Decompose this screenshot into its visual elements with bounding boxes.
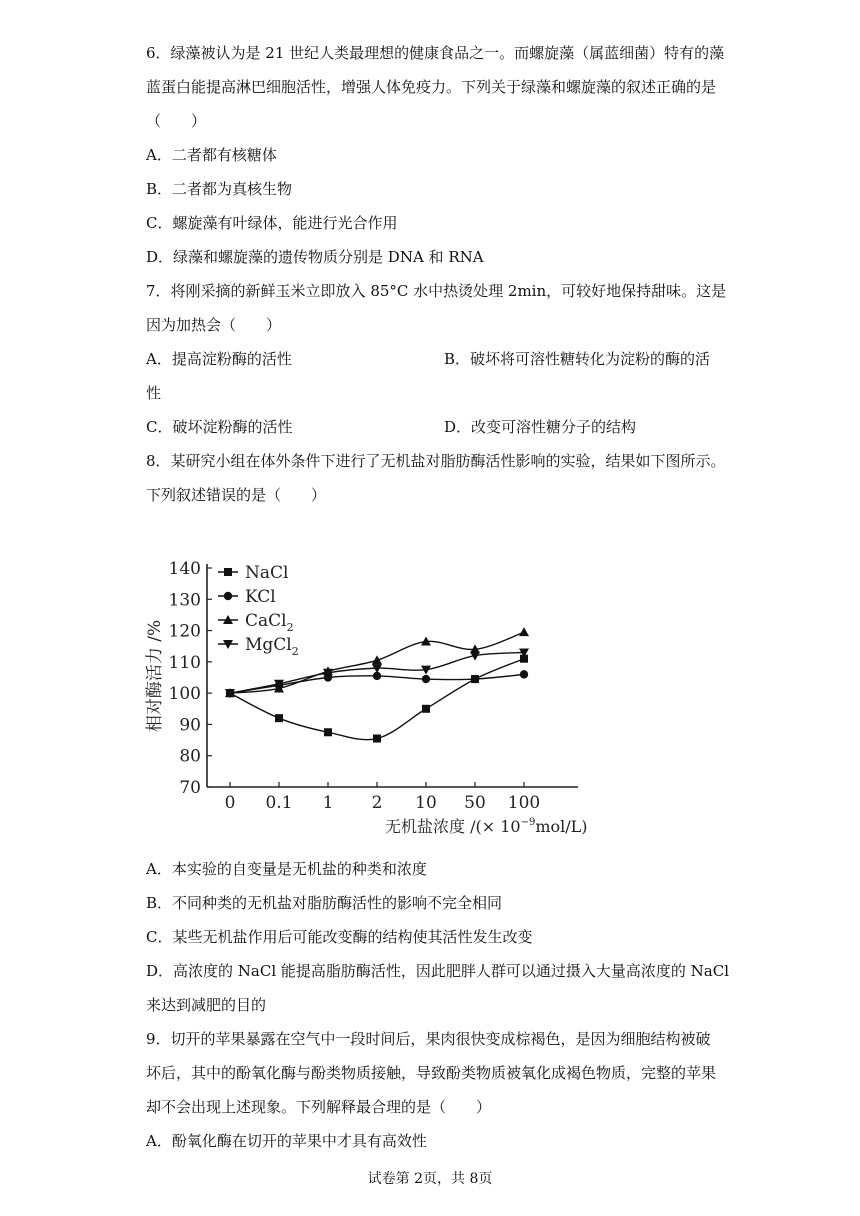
legend-marker-kcl — [224, 592, 232, 600]
x-tick-label: 0 — [224, 793, 236, 813]
q6-option-c: C．螺旋藻有叶绿体，能进行光合作用 — [146, 214, 398, 232]
legend-label-mgcl2: MgCl$_2$ — [245, 635, 299, 658]
x-tick-label: 1 — [322, 793, 334, 813]
x-label-exp: −9 — [520, 817, 536, 828]
q9-stem-line2: 坏后，其中的酚氧化酶与酚类物质接触，导致酚类物质被氧化成褐色物质，完整的苹果 — [146, 1064, 717, 1082]
q6-stem-line1: 6．绿藻被认为是 21 世纪人类最理想的健康食品之一。而螺旋藻（属蓝细菌）特有的藻 — [146, 44, 725, 62]
q9-stem-line1: 9．切开的苹果暴露在空气中一段时间后，果肉很快变成棕褐色，是因为细胞结构被破 — [146, 1030, 711, 1048]
x-axis-label — [385, 817, 588, 836]
q8-stem-line1: 8．某研究小组在体外条件下进行了无机盐对脂肪酶活性影响的实验，结果如下图所示。 — [146, 452, 726, 470]
legend-marker-nacl — [224, 568, 232, 576]
q8-option-c: C．某些无机盐作用后可能改变酶的结构使其活性发生改变 — [146, 928, 533, 946]
q6-stem-line3: （ ） — [146, 112, 207, 130]
x-tick-label: 0.1 — [265, 793, 293, 813]
legend-label-cacl2: CaCl$_2$ — [245, 611, 294, 634]
point-nacl — [324, 728, 332, 736]
y-tick-label: 70 — [179, 778, 201, 798]
point-cacl2 — [519, 627, 529, 636]
y-tick-label: 120 — [168, 621, 201, 642]
legend-label-kcl: KCl — [245, 587, 276, 607]
q7-option-d: D．改变可溶性糖分子的结构 — [444, 418, 637, 436]
point-nacl — [422, 705, 430, 713]
q7-option-c: C．破坏淀粉酶的活性 — [146, 418, 293, 436]
q7-stem-line1: 7．将刚采摘的新鲜玉米立即放入 85°C 水中热烫处理 2min，可较好地保持甜味。这是 — [146, 282, 727, 300]
x-tick-label: 10 — [415, 793, 437, 813]
point-nacl — [373, 735, 381, 743]
q7-option-b-wrap: 性 — [146, 384, 162, 402]
chart-legend — [218, 563, 299, 658]
q9-stem-line3: 却不会出现上述现象。下列解释最合理的是（ ） — [146, 1098, 492, 1116]
point-kcl — [471, 675, 479, 683]
y-tick-label: 80 — [179, 746, 201, 767]
q7-option-a: A．提高淀粉酶的活性 — [146, 350, 292, 368]
y-tick-label: 110 — [168, 652, 201, 673]
q7-stem-line2: 因为加热会（ ） — [146, 316, 282, 334]
enzyme-activity-chart — [140, 548, 590, 840]
q7-option-b: B．破坏将可溶性糖转化为淀粉的酶的活 — [444, 350, 711, 368]
q8-option-a: A．本实验的自变量是无机盐的种类和浓度 — [146, 860, 427, 878]
q6-stem-line2: 蓝蛋白能提高淋巴细胞活性，增强人体免疫力。下列关于绿藻和螺旋藻的叙述正确的是 — [146, 78, 717, 96]
y-axis-label: 相对酶活力 /% — [145, 619, 165, 733]
q8-stem-line2: 下列叙述错误的是（ ） — [146, 486, 327, 504]
legend-label-nacl: NaCl — [245, 563, 289, 583]
x-tick-label: 50 — [464, 793, 486, 813]
x-label-prefix: 无机盐浓度 /( — [385, 817, 482, 836]
x-label-unit: mol/L) — [535, 817, 588, 836]
q8-option-d-wrap: 来达到减肥的目的 — [146, 996, 267, 1014]
q8-option-d: D．高浓度的 NaCl 能提高脂肪酶活性，因此肥胖人群可以通过摄入大量高浓度的 NaCl — [146, 962, 730, 980]
x-label-times: × 10 — [481, 817, 521, 836]
point-nacl — [275, 714, 283, 722]
x-tick-label: 2 — [371, 793, 383, 813]
y-tick-label: 90 — [179, 715, 201, 736]
y-tick-label: 100 — [168, 684, 201, 705]
q6-option-d: D．绿藻和螺旋藻的遗传物质分别是 DNA 和 RNA — [146, 248, 484, 266]
y-tick-label: 130 — [168, 590, 201, 611]
x-tick-label: 100 — [507, 793, 541, 813]
point-kcl — [422, 675, 430, 683]
q8-option-b: B．不同种类的无机盐对脂肪酶活性的影响不完全相同 — [146, 894, 503, 912]
y-tick-label: 140 — [168, 559, 201, 579]
point-kcl — [520, 670, 528, 678]
page-footer: 试卷第 2页，共 8页 — [367, 1171, 493, 1187]
q6-option-a: A．二者都有核糖体 — [146, 146, 277, 164]
q9-option-a: A．酚氧化酶在切开的苹果中才具有高效性 — [146, 1132, 427, 1150]
q6-option-b: B．二者都为真核生物 — [146, 180, 293, 198]
